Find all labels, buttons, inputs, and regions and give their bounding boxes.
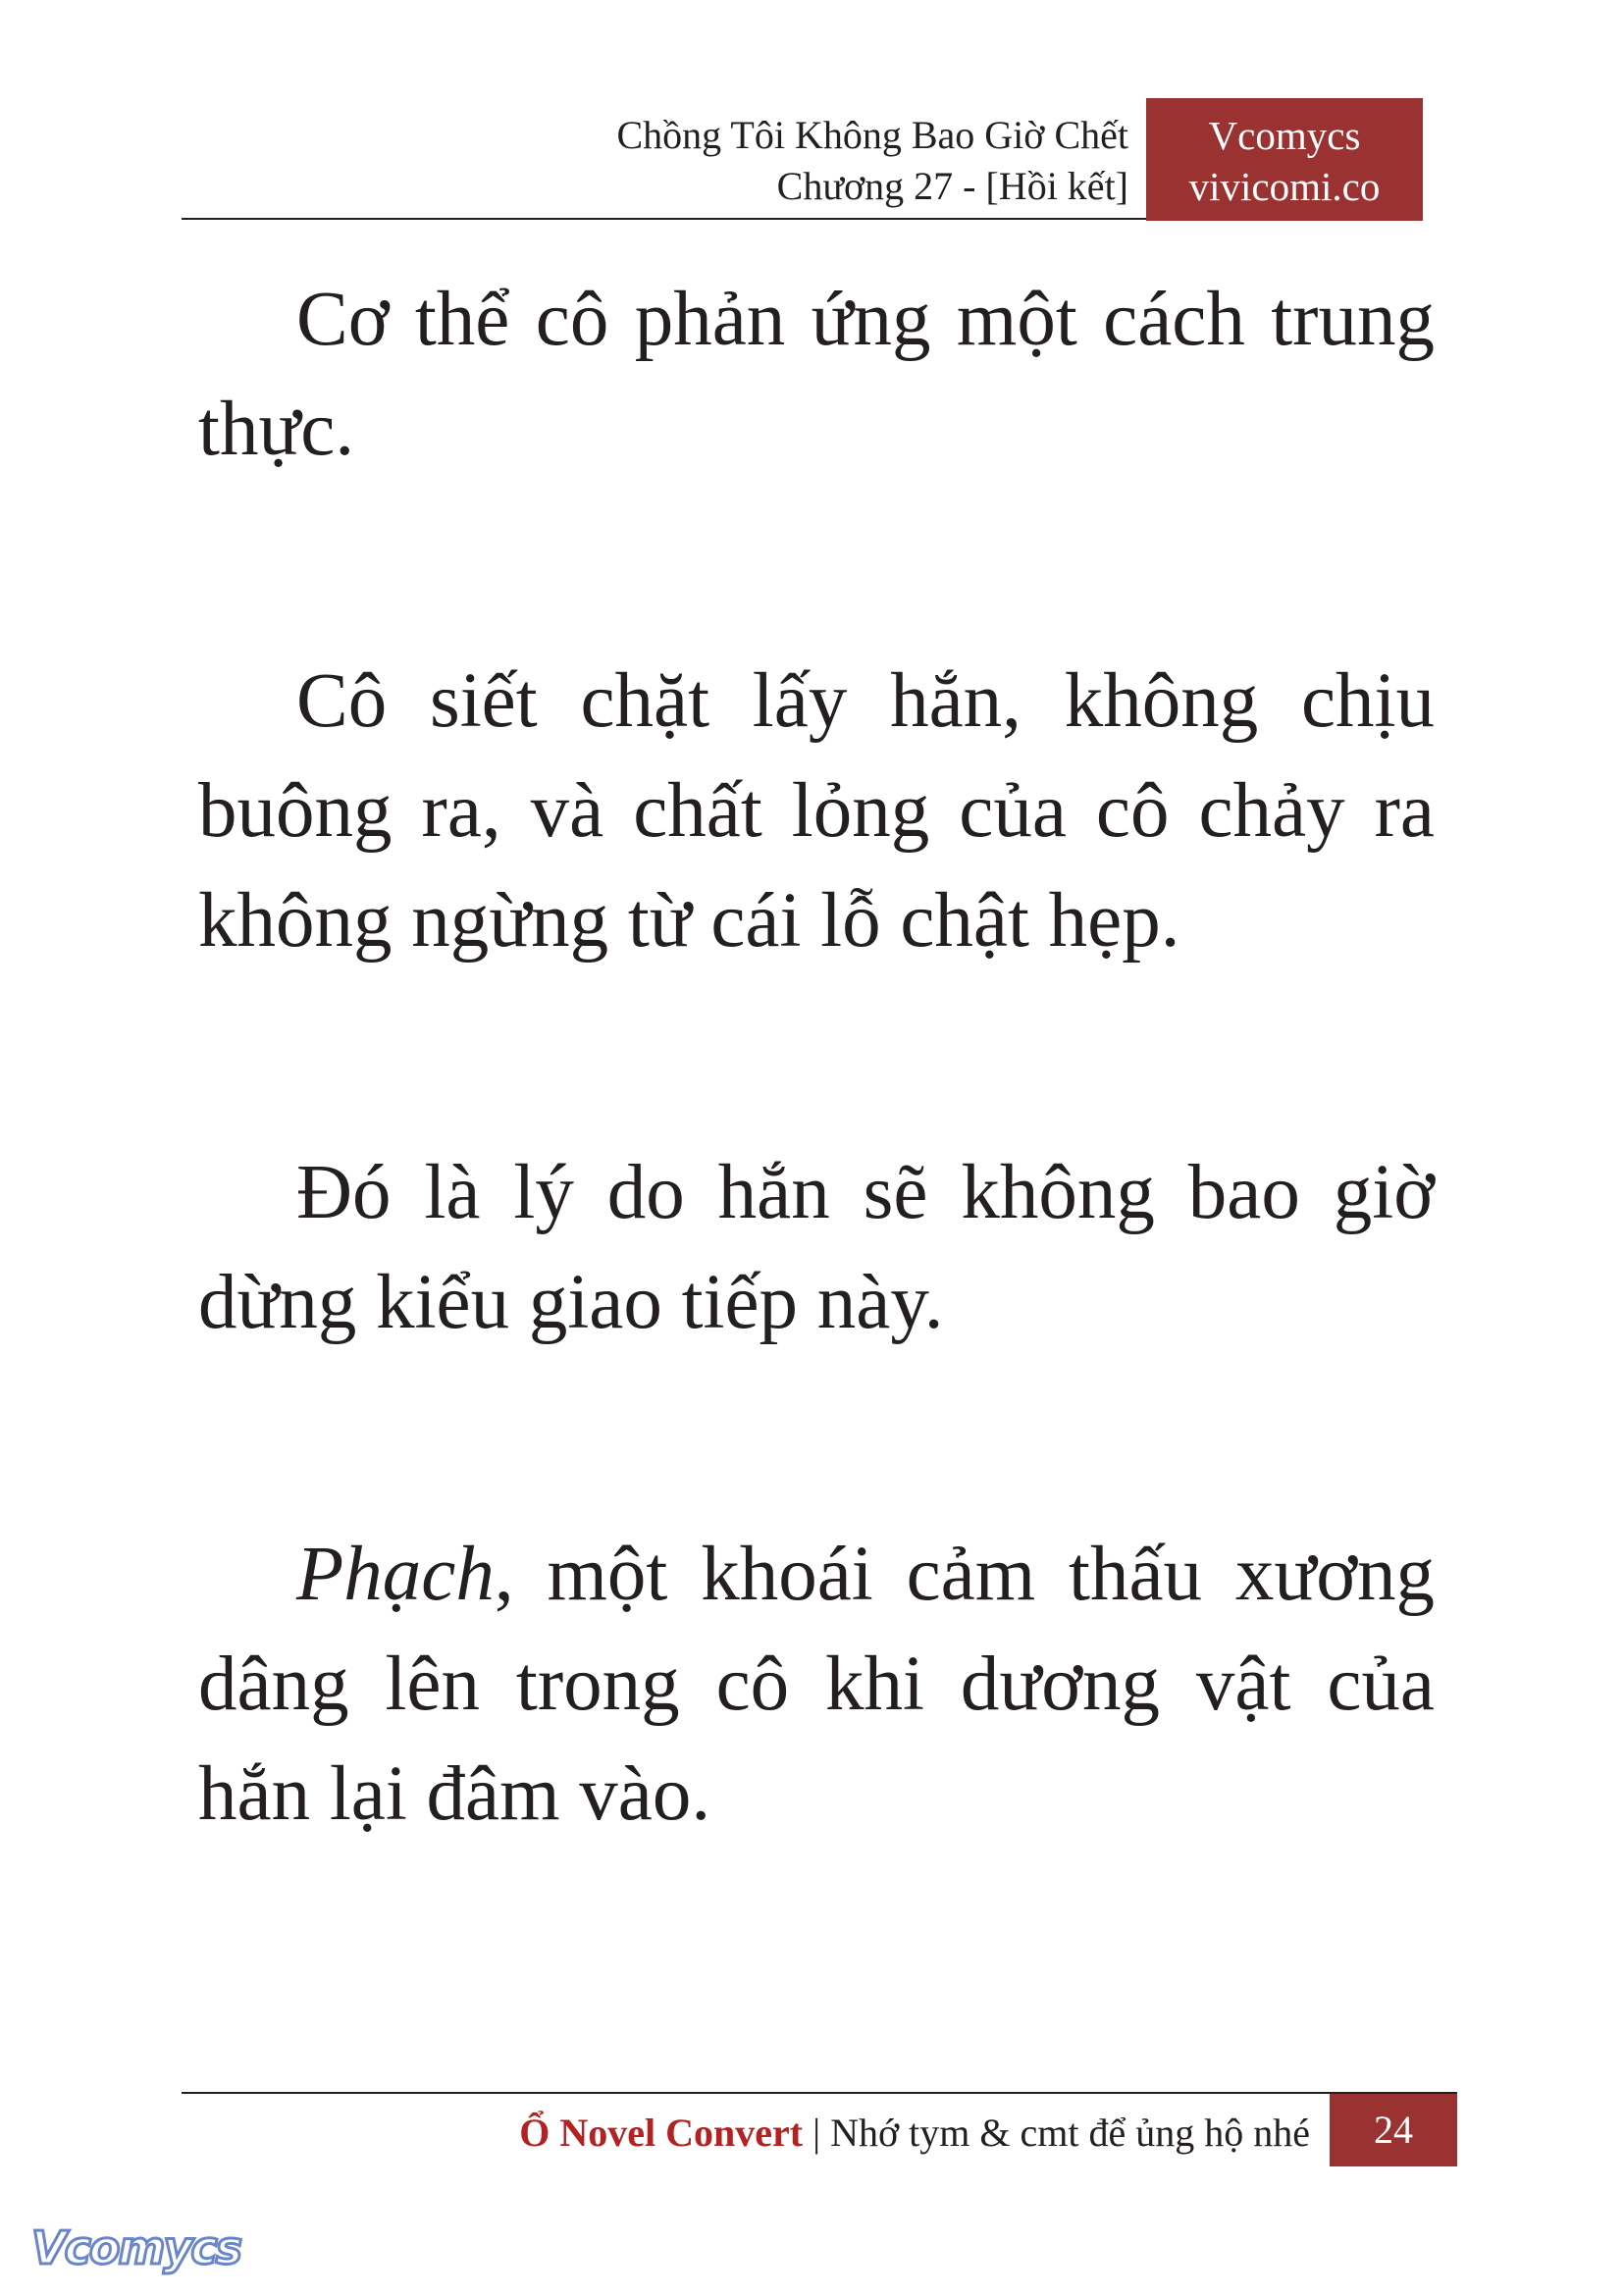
paragraph (198, 647, 1435, 976)
paragraph-italic-word: Phạch (296, 1532, 495, 1617)
paragraph (198, 1520, 1435, 1850)
page-number: 24 (1330, 2094, 1457, 2166)
paragraph-text: Đó là lý do hắn sẽ không bao giờ dừng kiểu giao tiếp này. (198, 1150, 1435, 1345)
footer-brand: Ổ Novel Convert (519, 2111, 804, 2155)
paragraph (198, 1138, 1435, 1358)
footer-message: Nhớ tym & cmt để ủng hộ nhé (830, 2111, 1310, 2155)
header-divider (182, 218, 1146, 220)
footer-separator: | (812, 2111, 821, 2155)
page-footer (182, 2092, 1457, 2170)
book-title: Chồng Tôi Không Bao Giờ Chết (616, 113, 1128, 157)
brand-name: Vcomycs (1208, 113, 1361, 158)
paragraph-text: Cơ thể cô phản ứng một cách trung thực. (198, 277, 1435, 472)
footer-text (519, 2108, 1310, 2159)
paragraph-text: Cô siết chặt lấy hắn, không chịu buông ra, và chất lỏng của cô chảy ra không ngừng từ cái lỗ chật hẹp. (198, 658, 1435, 964)
paragraph-text: , một khoái cảm thấu xương dâng lên trong cô khi dương vật của hắn lại đâm vào. (198, 1532, 1435, 1837)
brand-site: vivicomi.co (1188, 164, 1381, 209)
footer-divider (182, 2092, 1457, 2094)
paragraph (198, 265, 1435, 485)
header-titles (616, 110, 1128, 212)
page-content (198, 265, 1435, 2011)
svg-text:Vcomycs: Vcomycs (31, 2221, 241, 2274)
page-header (182, 98, 1423, 221)
header-brand-box (1146, 98, 1423, 221)
vcomycs-watermark-logo (27, 2213, 253, 2281)
chapter-title: Chương 27 - [Hồi kết] (776, 164, 1128, 208)
